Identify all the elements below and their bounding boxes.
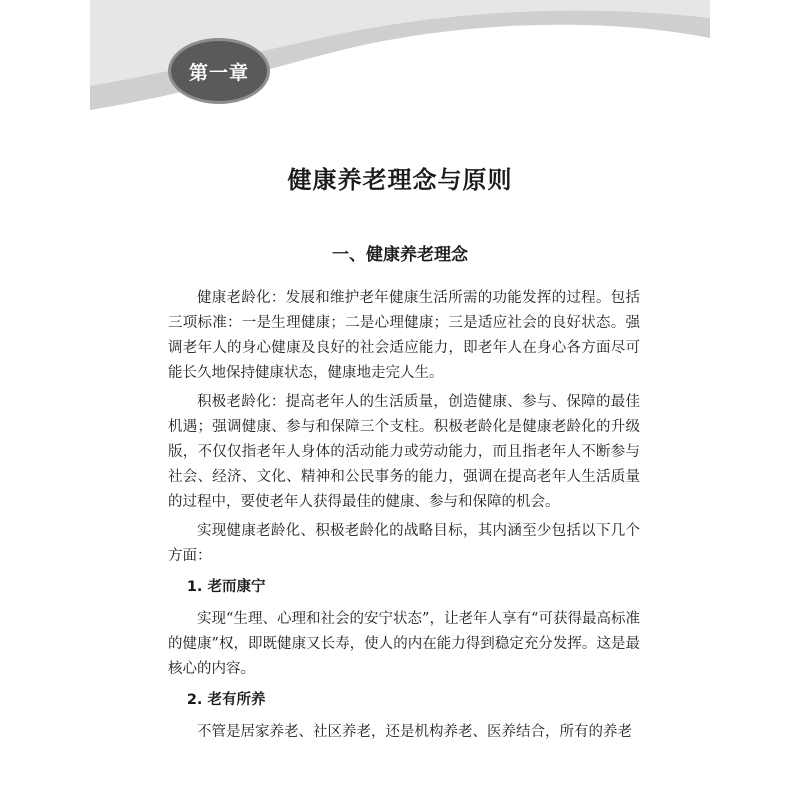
- paragraph-strategic-goals: 实现健康老龄化、积极老龄化的战略目标，其内涵至少包括以下几个方面：: [168, 523, 640, 564]
- chapter-title: 健康养老理念与原则: [287, 165, 513, 194]
- paragraph-healthy-aging: 健康老龄化：发展和维护老年健康生活所需的功能发挥的过程。包括三项标准：一是生理健康；二是心理健康；三是适应社会的良好状态。强调老年人的身心健康及良好的社会适应能力，即老年人在身心各方面尽可能长久地保持健康状态，健康地走完人生。: [168, 290, 640, 381]
- subheading-2: 2. 老有所养: [186, 692, 266, 708]
- paragraph-elderly-care: 不管是居家养老、社区养老，还是机构养老、医养结合，所有的养老: [197, 724, 632, 740]
- book-page: [90, 0, 710, 800]
- chapter-badge: 第一章: [168, 38, 270, 104]
- paragraph-active-aging: 积极老龄化：提高老年人的生活质量，创造健康、参与、保障的最佳机遇；强调健康、参与和保障三个支柱。积极老龄化是健康老龄化的升级版，不仅仅指老年人身体的活动能力或劳动能力，而且指老年人不断参与社会、经济、文化、精神和公民事务的能力，强调在提高老年人生活质量的过程中，要使老年人获得最佳的健康、参与和保障的机会。: [168, 394, 640, 510]
- paragraph-well-being: 实现“生理、心理和社会的安宁状态”，让老年人享有“可获得最高标准的健康”权，即既健康又长寿，使人的内在能力得到稳定充分发挥。这是最核心的内容。: [168, 611, 640, 677]
- body-text: [168, 286, 640, 749]
- subheading-1: 1. 老而康宁: [186, 579, 266, 595]
- section-title: 一、健康养老理念: [332, 245, 468, 265]
